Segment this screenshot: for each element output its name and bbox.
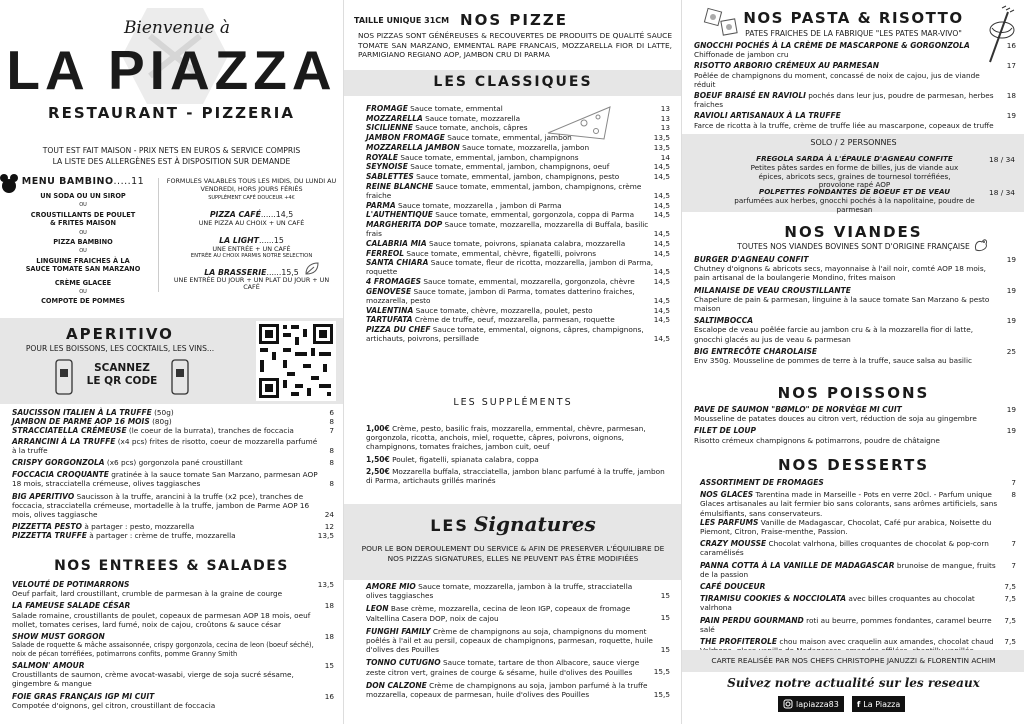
antipasti-item: SAUCISSON ITALIEN À LA TRUFFE (50g) 6 [12,408,334,417]
phone-icon-right [170,359,190,395]
antipasti-item: STRACCIATELLA CRÉMEUSE (le coeur de la burrata), tranches de foccacia 7 [12,426,334,436]
pasta-sub: PATES FRAICHES DE LA FABRIQUE "LES PATES MAR-VIVO" [745,29,962,38]
pizza-item: CALABRIA MIA Sauce tomate, poivrons, spianata calabra, mozzarella 14,5 [366,238,670,248]
dessert-item: CAFÉ DOUCEUR 7,5 [700,582,1016,592]
viande-item: SALTIMBOCCA Escalope de veau poêlée farcie au jambon cru & à la mozzarella fior di latte, gnocchi glacés au jus de veau & parmesan 19 [694,316,1016,344]
pasta-item: RAVIOLI ARTISANAUX À LA TRUFFE Farce de ricotta à la truffe, crème de truffe liée au mascarpone, copeaux de truffe 19 [694,111,1016,130]
bambino-linguine: LINGUINE FRAICHES À LA SAUCE TOMATE SAN MARZANO [25,256,141,274]
pizza-item: MARGHERITA DOP Sauce tomate, mozzarella, mozzarella di Buffala, basilic frais 14,5 [366,219,670,239]
duo-price: 18 / 34 [989,188,1015,197]
pizza-item: JAMBON FROMAGE Sauce tomate, emmental, jambon 13,5 [366,133,670,143]
facebook-icon: f [856,699,861,709]
pizza-item: GENOVESE Sauce tomate, jambon di Parma, tomates datterino fraiches, mozzarella, pesto 14,5 [366,286,670,306]
dessert-item: NOS GLACES Tarentina made in Marseille - Pots en verre 20cl. - Parfum unique 8 [700,490,1016,500]
brand-name: LA PIAZZA [6,39,337,101]
social-links [778,696,905,712]
signatures-band [344,504,681,580]
antipasti-item: JAMBON DE PARME AOP 16 MOIS (80g) 8 [12,417,334,427]
bambino-price: 11 [131,176,145,187]
scan-text: SCANNEZ LE QR CODE [86,362,158,387]
signatures-les: LES [430,516,469,535]
supplement-item: 1,00€ Crème, pesto, basilic frais, mozzarella, emmental, chèvre, parmesan, gorgonzola, ricotta, anchois, miel, roquette, câpres, poivrons, oignons, champignons, tomates fraiches, jambon cuit, oeuf [366,424,646,452]
pizza-item: L'AUTHENTIQUE Sauce tomate, emmental, gorgonzola, coppa di Parma 14,5 [366,210,670,220]
supplements-list [366,424,670,485]
pizza-item: SANTA CHIARA Sauce tomate, fleur de ricotta, mozzarella, jambon di Parma, roquette 14,5 [366,258,670,277]
duo-price: 18 / 34 [989,155,1015,164]
center-column [343,0,681,724]
signature-item: FUNGHI FAMILY Crème de champignons au soja, champignons du moment poêlés à l'ail et au persil, copeaux de champignons, parmesan, roquette, huile d'olives des Pouilles 15 [366,626,670,655]
entree-item: SHOW MUST GORGON Salade de roquette & mâche assaisonnée, crispy gorgonzola, cecina de leon (boeuf séché), noix de pécan torréfiées, potimarrons confits, pomme Granny Smith 18 [12,632,334,658]
left-column [0,0,343,724]
bambino-chicken: CROUSTILLANTS DE POULET & FRITES MAISON [30,210,136,228]
pizza-item: REINE BLANCHE Sauce tomate, emmental, jambon, champignons, crème fraiche 14,5 [366,181,670,200]
pizza-item: SABLETTES Sauce tomate, emmental, jambon, champignons, pesto 14,5 [366,171,670,181]
phone-icon-left [54,359,74,395]
info-line-2: LA LISTE DES ALLERGÈNES EST À DISPOSITION SUR DEMANDE [52,157,291,166]
viandes-sub: TOUTES NOS VIANDES BOVINES SONT D'ORIGINE FRANÇAISE [737,242,970,251]
dessert-item: TIRAMISU COOKIES & NOCCIOLATA avec billes croquantes au chocolat valrhona 7,5 [700,594,1016,613]
antipasti-list [12,408,334,541]
pasta-item: GNOCCHI POCHÉS À LA CRÈME DE MASCARPONE & GORGONZOLA Chiffonade de jambon cru 16 [694,41,1016,60]
bambino-drink: UN SODA OU UN SIROP [40,192,126,200]
poisson-item: PAVE DE SAUMON "BØMLO" DE NORVÈGE MI CUIT Mousseline de patates douces au citron vert, réduction de soja au gingembre 19 [694,405,1016,424]
desserts-list [700,478,1016,655]
entree-item: FOIE GRAS FRANÇAIS IGP MI CUIT Compotée d'oignons, gel citron, croustillant de foccacia 16 [12,691,334,710]
poissons-list [694,405,1016,445]
credit-band [682,650,1024,672]
instagram-icon [783,699,793,709]
pizza-item: FROMAGE Sauce tomate, emmental 13 [366,104,670,113]
formule-light: LA LIGHT [219,235,260,245]
dessert-item: PANNA COTTA À LA VANILLE DE MADAGASCAR brunoise de mangue, fruits de la passion 7 [700,560,1016,579]
signature-item: DON CALZONE Crème de champignons au soja, jambon parfumé à la truffe mozzarella, copeaux de parmesan, huile d'olives des Pouilles 15,5 [366,680,670,700]
bambino-compote: COMPOTE DE POMMES [41,297,125,306]
signature-item: AMORE MIO Sauce tomate, mozzarella, jambon à la truffe, stracciatella olives taggiasches 15 [366,582,670,601]
dessert-item: PAIN PERDU GOURMAND roti au beurre, pommes fondantes, caramel beurre salé 7,5 [700,615,1016,634]
supplement-item: 2,50€ Mozzarella buffala, stracciatella, jambon blanc parfumé à la truffe, jambon di Parma, artichauts grillés marinés [366,466,665,486]
desserts-title: NOS DESSERTS [777,456,930,474]
aperitivo-band [0,318,343,404]
follow-script: Suivez notre actualité sur les reseaux [727,676,980,690]
aperitivo-title: APERITIVO [66,325,174,343]
formule-pizza-cafe: PIZZA CAFÉ [209,209,261,219]
classiques-band [344,70,681,96]
antipasti-item: PIZZETTA TRUFFE à partager : crème de truffe, mozzarella 13,5 [12,531,334,541]
pizza-item: PARMA Sauce tomate, mozzarella , jambon di Parma 14,5 [366,200,670,210]
bambino-title: MENU BAMBINO [21,176,114,187]
bambino-ice: CRÈME GLACEE [54,278,112,287]
pizza-item: ROYALE Sauce tomate, emmental, jambon, champignons 14 [366,152,670,162]
viande-item: BIG ENTRECÔTE CHAROLAISE Env 350g. Mousseline de pommes de terre à la truffe, sauce salsa au basilic 25 [694,346,1016,366]
dessert-item: CRAZY MOUSSE Chocolat valrhona, billes croquantes de chocolat & pop-corn caramélisés 7 [700,539,1016,558]
viandes-list [694,255,1016,365]
classiques-list [366,104,670,344]
poisson-item: FILET DE LOUP Risotto crémeux champignons & potimarrons, poudre de châtaigne 19 [694,426,1016,445]
viande-item: BURGER D'AGNEAU CONFIT Chutney d'oignons & abricots secs, mayonnaise à l'ail noir, comté AOP 18 mois, pain artisanal de la boulangerie Mondino, frites maison 19 [694,255,1016,283]
pizza-item: FERREOL Sauce tomate, emmental, chèvre, figatelli, poivrons 14,5 [366,248,670,258]
pasta-list [694,41,1016,130]
pizze-title: NOS PIZZE [460,11,568,29]
bambino-pizza: PIZZA BAMBINO [53,238,113,247]
signatures-intro: POUR LE BON DEROULEMENT DU SERVICE & AFIN DE PRESERVER L'ÉQUILIBRE DE NOS PIZZAS SIGNATURES, ELLES NE PEUVENT PAS ÊTRE MODIFIÉES [361,544,665,563]
formules-box: FORMULES VALABLES TOUS LES MIDIS, DU LUNDI AU VENDREDI, HORS JOURS FÉRIÉS SUPPLÉMENT CAFÉ DOUCEUR +4€ PIZZA CAFÉ......14,5 UNE PIZZA AU CHOIX + UN CAFÉ LA LIGHT......15 UNE ENTRÉE + UN CAFÉ ENTRÉE AU CHOIX PARMIS NOTRE SELECTION LA BRASSERIE......15,5 UNE ENTRÉE DU JOUR + UN PLAT DU JOUR + UN CAFÉ [158,178,338,292]
duo-item: FREGOLA SARDA À L'ÉPAULE D'AGNEAU CONFITE Petites pâtes sardes en forme de billes, jus de viande aux épices, abricots secs, graines de tournesol torréfiées, provolone rapé AOP [750,154,959,190]
signature-item: TONNO CUTUGNO Sauce tomate, tartare de thon Albacore, sauce vierge zeste citron vert, graines de courge & sésame, huile d'olives des Pouilles 15,5 [366,658,670,677]
pizza-item: 4 FROMAGES Sauce tomate, emmental, mozzarella, gorgonzola, chèvre 14,5 [366,277,670,287]
antipasti-item: CRISPY GORGONZOLA (x6 pcs) gorgonzola pané croustillant 8 [12,458,334,468]
pizza-item: MOZZARELLA JAMBON Sauce tomate, mozzarella, jambon 13,5 [366,142,670,152]
instagram-link[interactable]: lapiazza83 [778,696,844,712]
classiques-title: LES CLASSIQUES [433,74,593,90]
welcome-script: Bienvenue à [123,18,231,38]
pasta-title: NOS PASTA & RISOTTO [743,9,964,27]
duo-band [682,134,1024,212]
entree-item: LA FAMEUSE SALADE CÉSAR Salade romaine, croustillants de poulet, copeaux de parmesan AOP 18 mois, oeuf mollet, tomates cerises, lard fumé, noix de cajou, croûtons & sauce césar 18 [12,601,334,629]
antipasti-item: ARRANCINI À LA TRUFFE (x4 pcs) frites de risotto, coeur de mozzarella parfumé à la truffe 8 [12,436,334,455]
signatures-list [366,582,670,699]
viande-item: MILANAISE DE VEAU CROUSTILLANTE Chapelure de pain & parmesan, linguine à la sauce tomate San Marzano & pesto maison 19 [694,285,1016,314]
brand-subtitle: RESTAURANT - PIZZERIA [48,104,295,122]
pizza-item: VALENTINA Sauce tomate, chèvre, mozzarella, poulet, pesto 14,5 [366,305,670,315]
antipasti-item: PIZZETTA PESTO à partager : pesto, mozzarella 12 [12,522,334,532]
poissons-title: NOS POISSONS [777,384,930,402]
pizze-intro: NOS PIZZAS SONT GÉNÉREUSES & RECOUVERTES DE PRODUITS DE QUALITÉ SAUCE TOMATE SAN MARZANO, EMMENTAL RAPE FRANCAIS, MOZZARELLA FIOR DI LATTE, PARMIGIANO REGIANO AOP, JAMBON CRU DI PARMA [358,31,672,60]
pizza-item: SEYNOISE Sauce tomate, emmental, jambon, champignons, oeuf 14,5 [366,162,670,172]
formule-brasserie: LA BRASSERIE [204,267,267,277]
size-label: TAILLE UNIQUE 31CM [354,16,450,25]
signatures-script: Signatures [473,512,596,536]
entrees-title: NOS ENTREES & SALADES [54,558,289,574]
formules-intro: FORMULES VALABLES TOUS LES MIDIS, DU LUNDI AU VENDREDI, HORS JOURS FÉRIÉS [166,177,337,193]
pasta-item: RISOTTO ARBORIO CRÉMEUX AU PARMESAN Poêlée de champignons du moment, concassé de noix de cajou, jus de viande réduit 17 [694,61,1016,89]
right-column [681,0,1024,724]
supplement-item: 1,50€ Poulet, figatelli, spianata calabra, coppa [366,454,539,464]
pizza-item: PIZZA DU CHEF Sauce tomate, emmental, oignons, câpres, champignons, artichauts, poivrons, persillade 14,5 [366,325,670,344]
leaf-icon [304,262,320,276]
dessert-item: THE PROFITEROLE chou maison avec craquelin aux amandes, chocolat chaud 7,5 [700,637,1016,647]
pizza-item: MOZZARELLA Sauce tomate, mozzarella 13 [366,113,670,123]
duo-item: POLPETTES FONDANTES DE BOEUF ET DE VEAU parfumées aux herbes, gnocchi pochés à la napolitaine, poudre de parmesan [734,187,975,214]
info-line-1: TOUT EST FAIT MAISON - PRIX NETS EN EUROS & SERVICE COMPRIS [42,146,301,155]
formules-supplement: SUPPLÉMENT CAFÉ DOUCEUR +4€ [208,194,295,201]
chef-credit: CARTE REALISÉE PAR NOS CHEFS CHRISTOPHE JANUZZI & FLORENTIN ACHIM [711,656,996,665]
dessert-item: LES PARFUMS Vanille de Madagascar, Chocolat, Café pur arabica, Noisette du Piemont, Citron, Fraise-menthe, Passion. [700,517,992,537]
dessert-item: ASSORTIMENT DE FROMAGES 7 [700,478,1016,487]
bambino-box: MENU BAMBINO.....11 UN SODA OU UN SIROP OU CROUSTILLANTS DE POULET & FRITES MAISON OU PIZZA BAMBINO OU LINGUINE FRAICHES À LA SAUCE TOMATE SAN MARZANO CRÈME GLACEE OU COMPOTE DE POMMES [16,176,150,314]
entrees-list [12,580,334,710]
pizza-item: SICILIENNE Sauce tomate, anchois, câpres 13 [366,123,670,133]
pasta-item: BOEUF BRAISÉ EN RAVIOLI pochés dans leur jus, poudre de parmesan, herbes fraiches 18 [694,91,1016,110]
entree-item: SALMON' AMOUR Croustillants de saumon, crème avocat-wasabi, vierge de soja sucré sésame, gingembre & mangue 15 [12,661,334,689]
facebook-link[interactable]: f La Piazza [852,696,905,712]
entree-item: VELOUTÉ DE POTIMARRONS Oeuf parfait, lard croustillant, crumble de parmesan à la graine de courge 13,5 [12,580,334,599]
qr-code[interactable] [256,321,336,401]
signature-item: LEON Base crème, mozzarella, cecina de leon IGP, copeaux de fromage Valtellina Casera DOP, noix de cajou 15 [366,604,670,623]
aperitivo-desc: POUR LES BOISSONS, LES COCKTAILS, LES VINS... [25,344,215,353]
supplements-title: LES SUPPLÉMENTS [453,397,573,408]
dessert-item: Glaces artisanales au lait fermier bio sans colorants, sans arômes artificiels, sans émulsifiants, sans conservateurs. [700,499,998,518]
antipasti-item: BIG APERITIVO Saucisson à la truffe, arancini à la truffe (x2 pce), tranches de foccacia, stracciatella crémeuse, mortadelle à la truffe, jambon de Parme AOP 16 mois, olives taggiasche 24 [12,491,334,520]
solo-label: SOLO / 2 PERSONNES [810,138,897,147]
viandes-title: NOS VIANDES [784,223,923,241]
antipasti-item: FOCCACIA CROQUANTE gratinée à la sauce tomate San Marzano, parmesan AOP 18 mois, stracciatella crémeuse, olives taggiasches 8 [12,470,334,489]
pizza-item: TARTUFATA Crème de truffe, oeuf, mozzarella, parmesan, roquette 14,5 [366,315,670,325]
